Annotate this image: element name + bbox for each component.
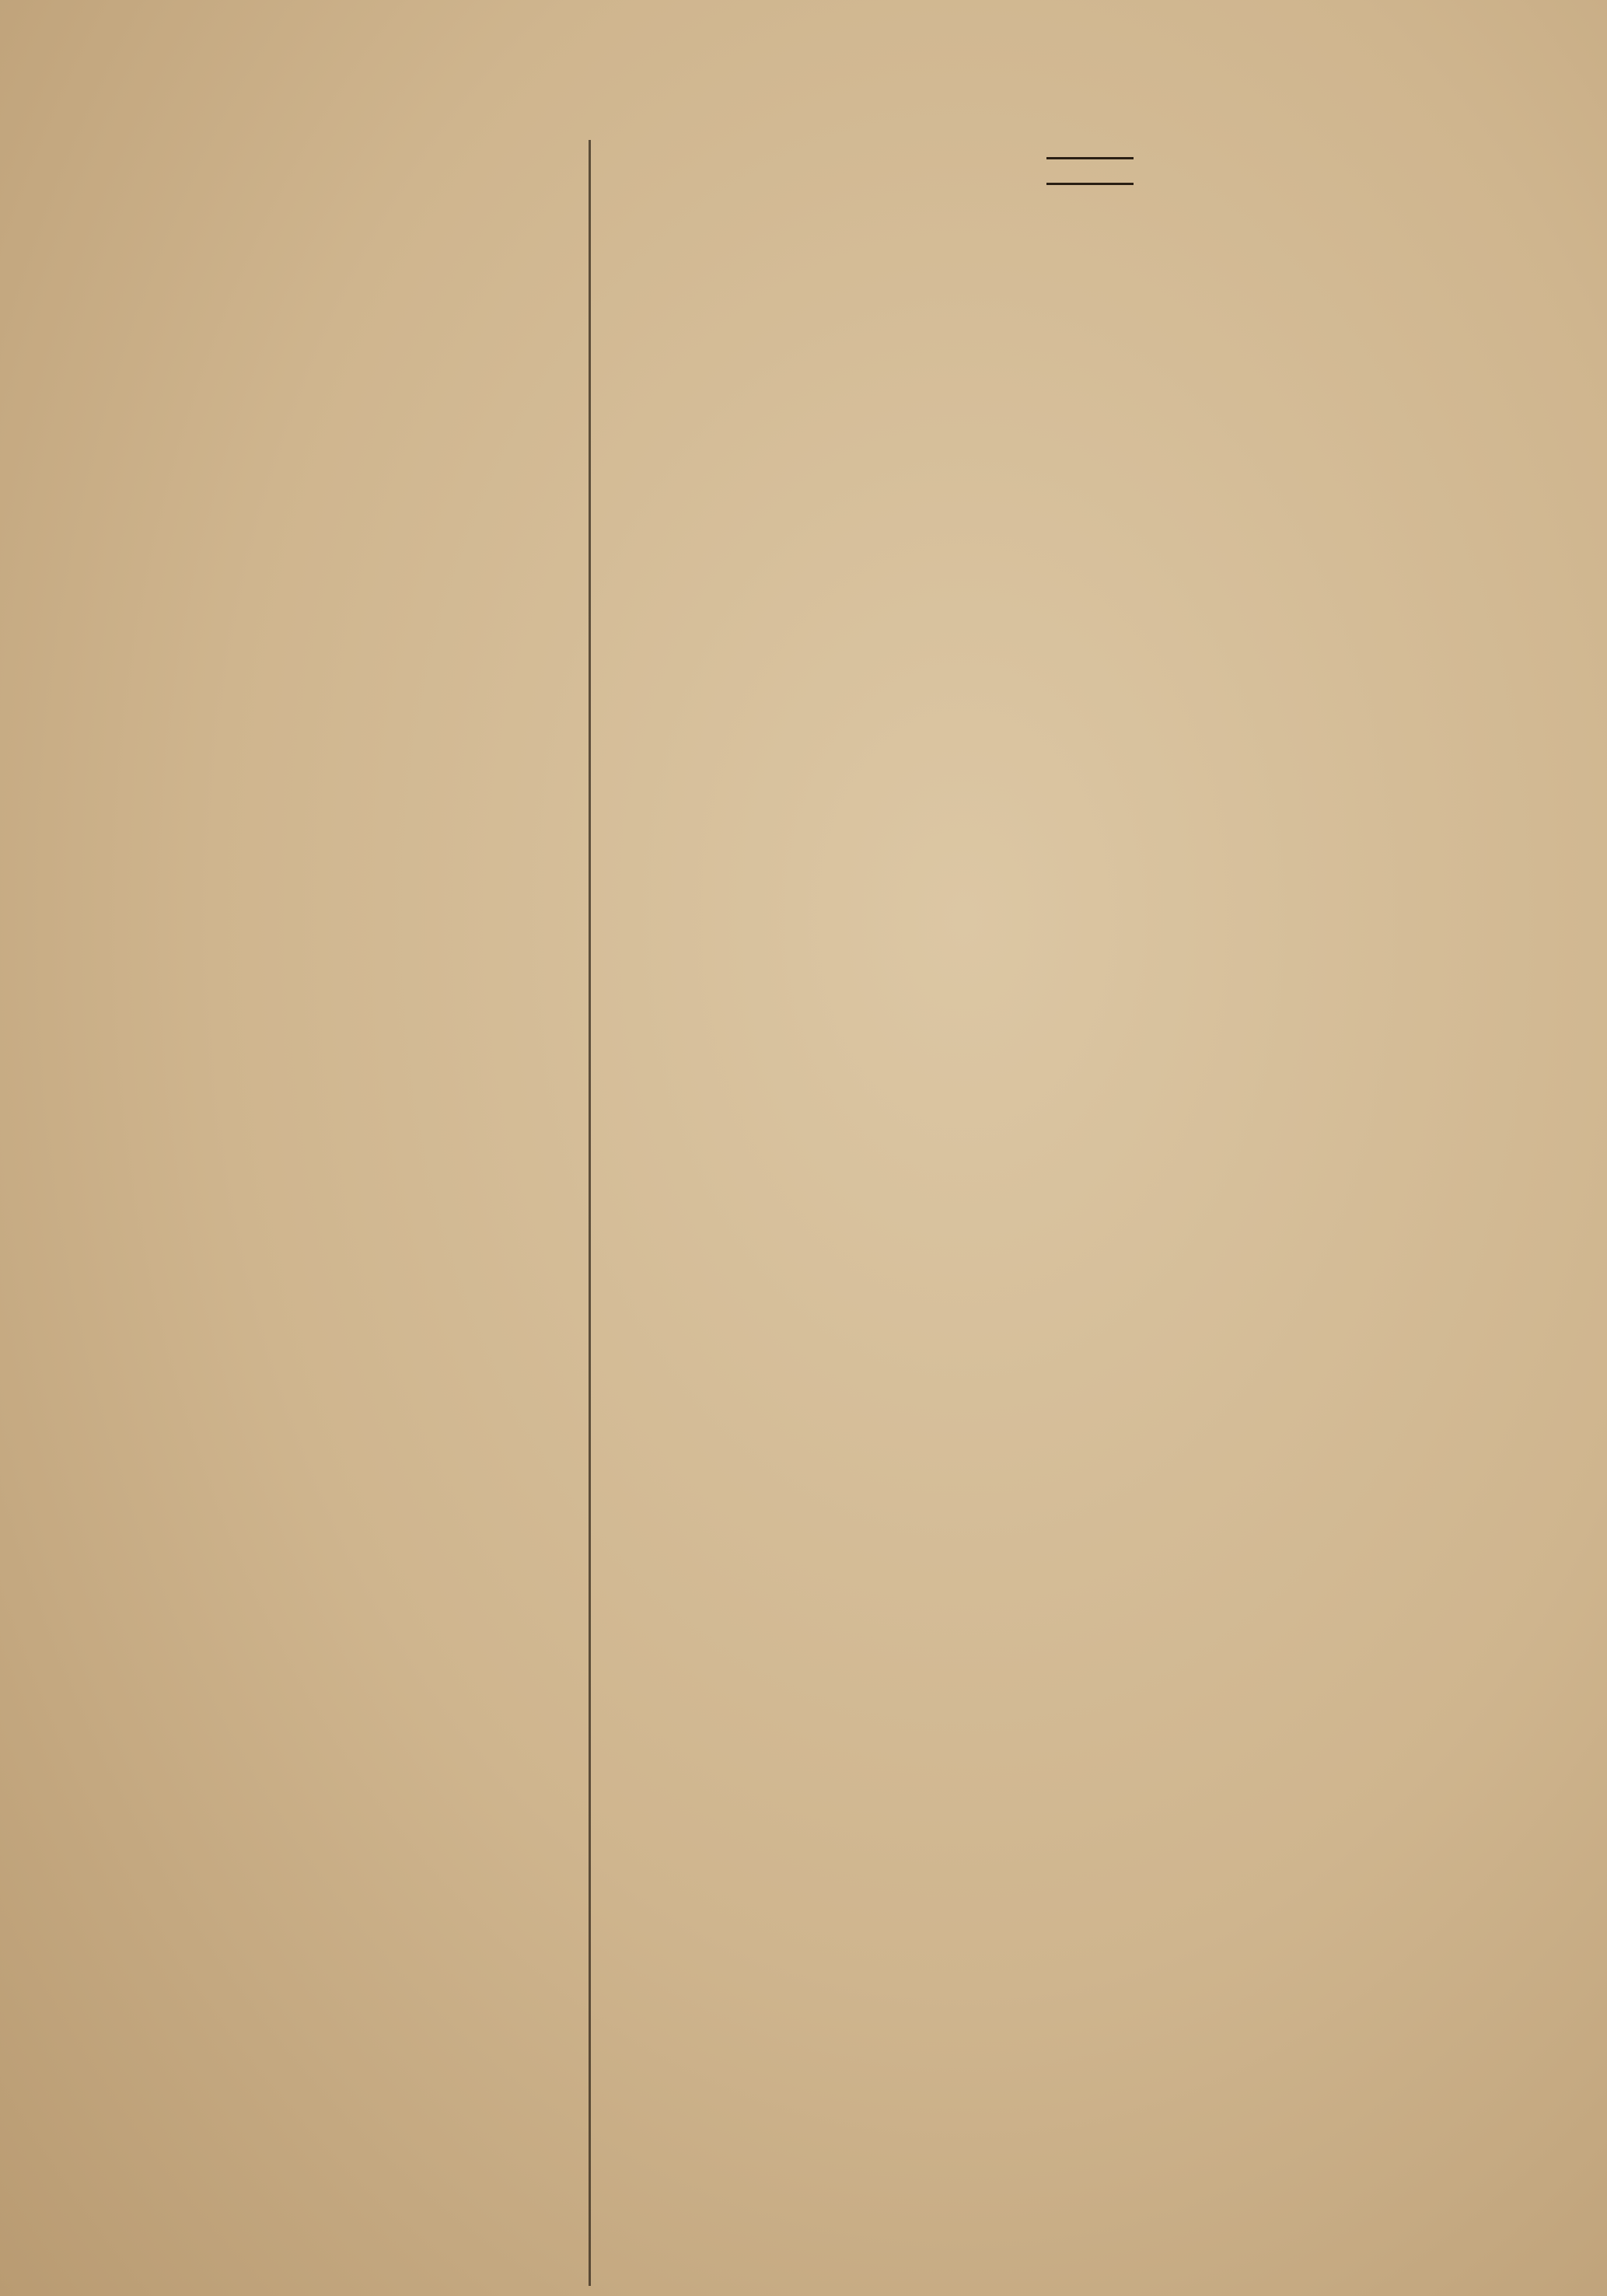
- right-column: [597, 137, 1583, 208]
- column-divider: [589, 140, 591, 2286]
- running-head: [0, 45, 1607, 100]
- section-rule: [1046, 183, 1134, 185]
- left-column: [26, 142, 569, 216]
- section-rule: [1046, 157, 1134, 159]
